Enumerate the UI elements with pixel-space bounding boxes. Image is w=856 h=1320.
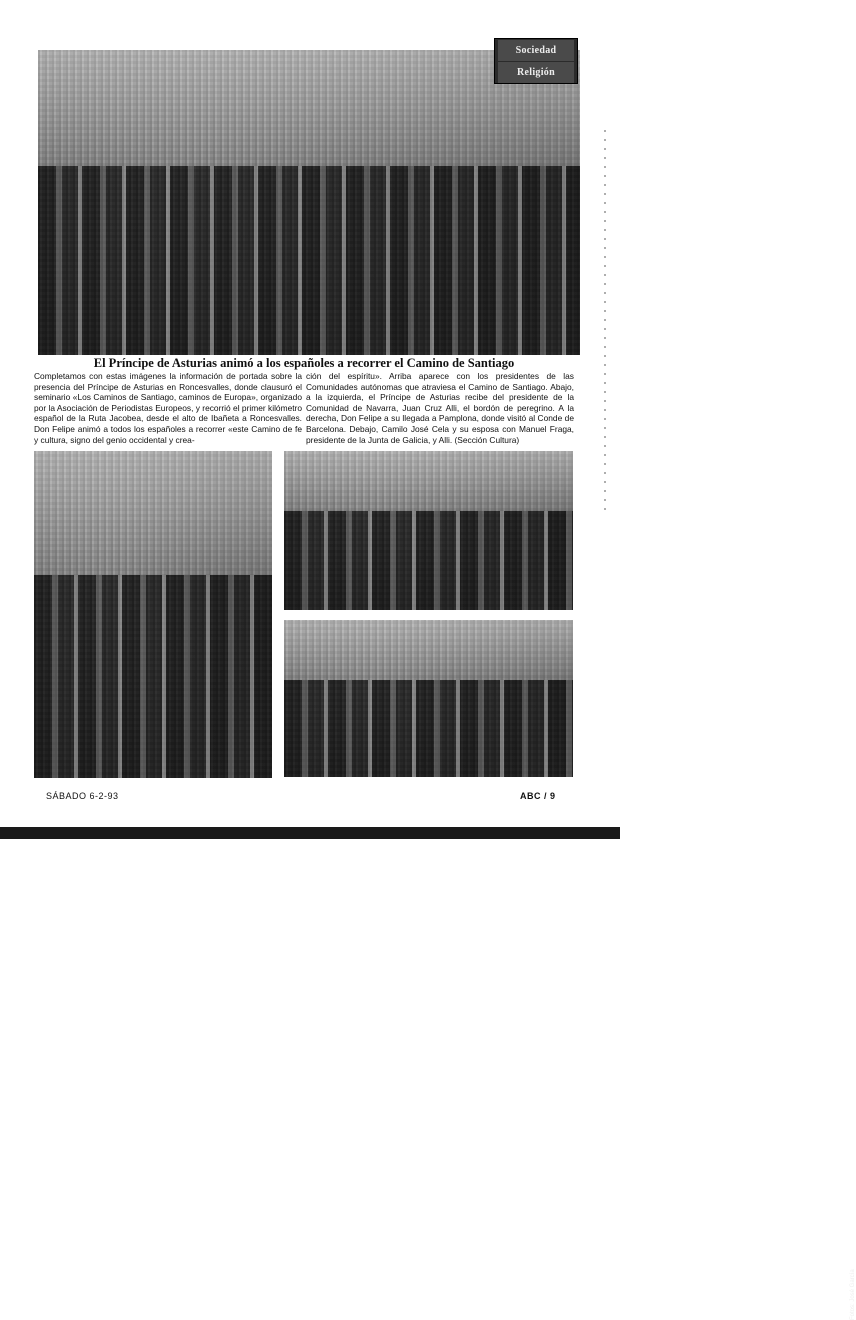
photo-background	[284, 620, 573, 680]
photo-bordon-ceremony	[34, 451, 272, 778]
photo-figures	[284, 680, 573, 777]
headline: El Príncipe de Asturias animó a los españoles a recorrer el Camino de Santiago	[93, 356, 515, 370]
footer-date: SÁBADO 6-2-93	[46, 791, 119, 801]
main-photo	[38, 50, 580, 355]
margin-dotted-rule	[604, 130, 606, 510]
photo-background	[34, 451, 272, 575]
footer-page-number: ABC / 9	[520, 791, 556, 801]
section-label	[494, 38, 578, 84]
bottom-border-bar	[0, 827, 620, 839]
photo-figures	[38, 166, 580, 355]
section-label-line2: Religión	[498, 62, 574, 83]
body-column-left: Completamos con estas imágenes la información de portada sobre la presencia del Príncipe de Asturias en Roncesvalles, donde clausuró el seminario «Los Caminos de Santiago, caminos de Europa», organizado por la Asociación de Periodistas Europeos, y recorrió el primer kilómetro español de la Ruta Jacobea, desde el alto de Ibañeta a Roncesvalles. Don Felipe animó a todos los españoles a recorrer «este Camino de fe y cultura, signo del genio occidental y crea-	[34, 371, 302, 445]
photo-credit: Fotos: José García	[850, 1269, 856, 1320]
photo-background	[284, 451, 573, 511]
body-column-right: ción del espíritu». Arriba aparece con los presidentes de las Comunidades autónomas que atraviesa el Camino de Santiago. Abajo, a la izquierda, el Príncipe de Asturias recibe del presidente de la Comunidad de Navarra, Juan Cruz Alli, el bordón de peregrino. A la derecha, Don Felipe a su llegada a Pamplona, donde visitó al Conde de Barcelona. Debajo, Camilo José Cela y su esposa con Manuel Fraga, presidente de la Junta de Galicia, y Alli. (Sección Cultura)	[306, 371, 574, 445]
section-label-line1: Sociedad	[498, 40, 574, 61]
photo-figures	[284, 511, 573, 610]
photo-arrival-pamplona	[284, 451, 573, 610]
photo-figures	[34, 575, 272, 778]
